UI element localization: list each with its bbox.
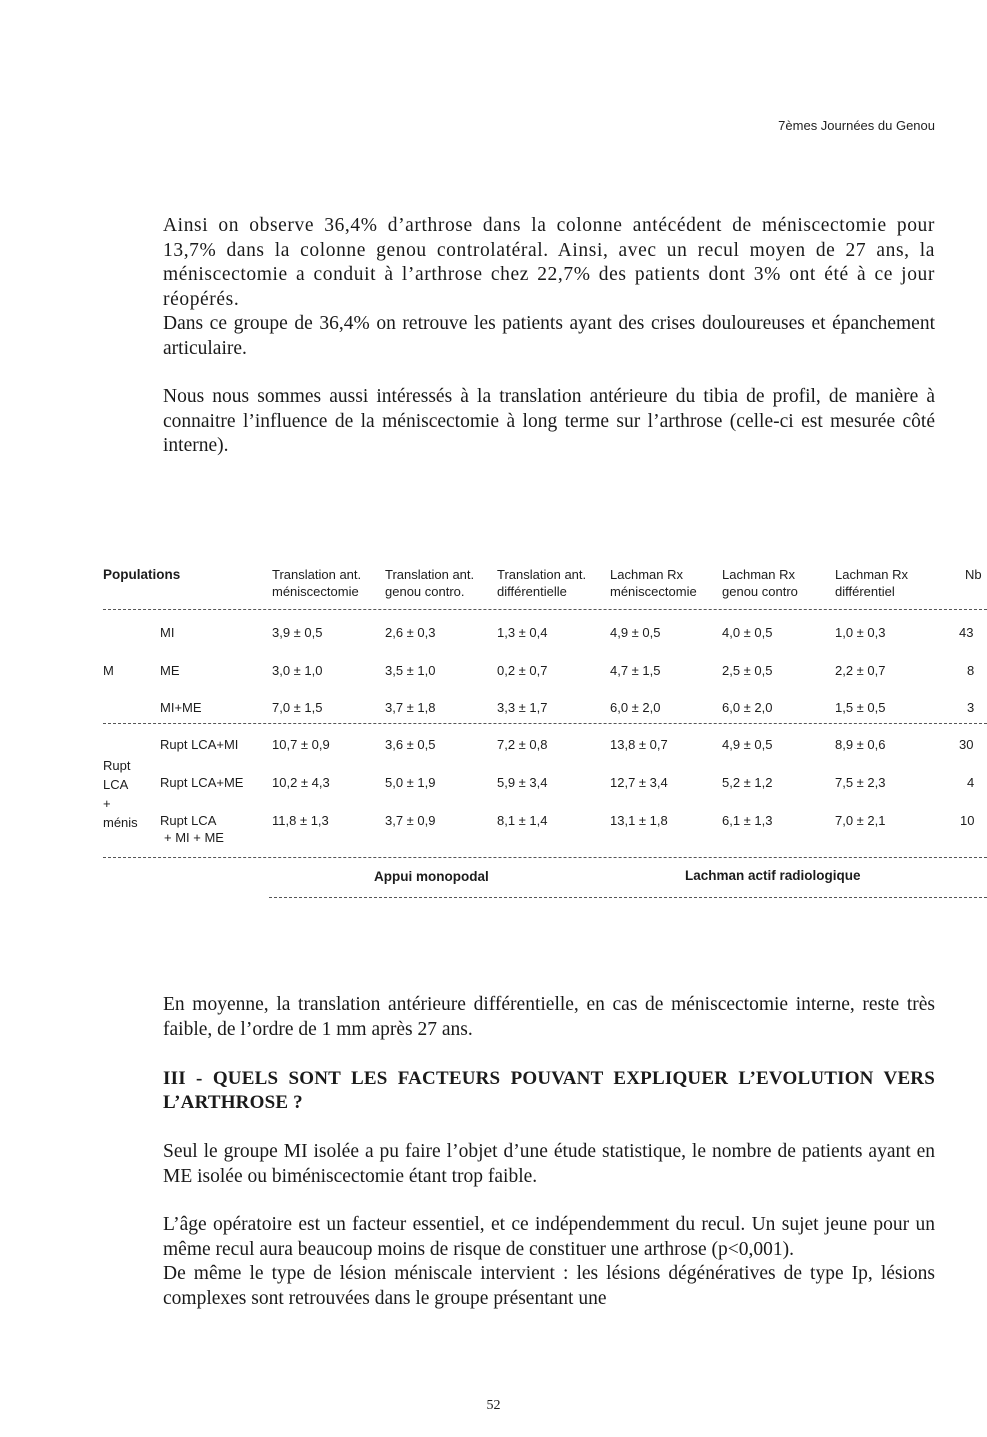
header-lachman-genou-contro: Lachman Rx genou contro (722, 567, 798, 599)
row-label: ME (160, 663, 180, 678)
table-cell-nb: 3 (967, 700, 975, 715)
table-cell: 12,7 ± 3,4 (610, 775, 668, 790)
table-cell: 7,5 ± 2,3 (835, 775, 886, 790)
table-rule (269, 897, 987, 898)
translation-text-block (163, 385, 935, 459)
group-label-rupt-lca-menis: Rupt LCA + ménis (103, 758, 138, 830)
header-nb: Nb (965, 567, 982, 582)
table-cell: 8,1 ± 1,4 (497, 813, 548, 828)
table-cell-nb: 4 (967, 775, 975, 790)
table-cell: 4,9 ± 0,5 (610, 625, 661, 640)
table-cell: 5,0 ± 1,9 (385, 775, 436, 790)
header-lachman-differentiel: Lachman Rx différentiel (835, 567, 908, 599)
table-cell-nb: 8 (967, 663, 975, 678)
running-header: 7èmes Journées du Genou (778, 118, 935, 133)
table-cell: 6,1 ± 1,3 (722, 813, 773, 828)
table-cell: 10,7 ± 0,9 (272, 737, 330, 752)
footer-lachman-actif: Lachman actif radiologique (685, 868, 861, 883)
table-cell: 3,7 ± 1,8 (385, 700, 436, 715)
row-label: Rupt LCA+ME (160, 775, 244, 790)
table-cell: 7,0 ± 2,1 (835, 813, 886, 828)
table-cell: 13,1 ± 1,8 (610, 813, 668, 828)
table-cell: 7,0 ± 1,5 (272, 700, 323, 715)
paragraph-lesion-type: De même le type de lésion méniscale intervient : les lésions dégénératives de type Ip, lésions complexes sont retrouvées dans le groupe présentant une (163, 1263, 935, 1309)
header-translation-meniscectomie: Translation ant. méniscectomie (272, 567, 362, 599)
table-cell: 10,2 ± 4,3 (272, 775, 330, 790)
table-cell: 0,2 ± 0,7 (497, 663, 548, 678)
row-label: Rupt LCA + MI + ME (160, 813, 224, 845)
paragraph-group-description: Dans ce groupe de 36,4% on retrouve les patients ayant des crises douloureuses et épanchement articulaire. (163, 313, 935, 359)
group-label-m: M (103, 663, 114, 678)
paragraph-arthrose-results: Ainsi on observe 36,4% d’arthrose dans la colonne antécédent de méniscectomie pour 13,7% dans la colonne genou controlatéral. Ainsi, avec un recul moyen de 27 ans, la méniscectomie a conduit à l’arthrose chez 22,7% des patients dont 3% ont été à ce jour réopérés. (163, 215, 935, 310)
table-cell: 5,2 ± 1,2 (722, 775, 773, 790)
table-cell-nb: 30 (959, 737, 974, 752)
table-cell: 11,8 ± 1,3 (272, 813, 329, 828)
table-rule (103, 609, 987, 610)
table-cell: 6,0 ± 2,0 (722, 700, 773, 715)
header-lachman-meniscectomie: Lachman Rx méniscectomie (610, 567, 697, 599)
intro-text-block (163, 214, 935, 361)
header-populations: Populations (103, 567, 181, 582)
page-number: 52 (486, 1398, 501, 1413)
header-translation-genou-contro: Translation ant. genou contro. (385, 567, 475, 599)
table-cell: 3,0 ± 1,0 (272, 663, 323, 678)
footer-appui-monopodal: Appui monopodal (374, 869, 489, 884)
table-cell: 13,8 ± 0,7 (610, 737, 668, 752)
table-cell: 3,5 ± 1,0 (385, 663, 436, 678)
paragraph-translation-intro: Nous nous sommes aussi intéressés à la translation antérieure du tibia de profil, de manière à connaitre l’influence de la méniscectomie à long terme sur l’arthrose (celle-ci est mesurée côté interne). (163, 386, 935, 456)
table-cell: 2,2 ± 0,7 (835, 663, 886, 678)
table-cell-nb: 10 (960, 813, 975, 828)
table-cell: 2,5 ± 0,5 (722, 663, 773, 678)
table-cell: 3,3 ± 1,7 (497, 700, 548, 715)
table-cell: 4,0 ± 0,5 (722, 625, 773, 640)
paragraph-operative-age: L’âge opératoire est un facteur essentiel, et ce indépendemment du recul. Un sujet jeune pour un même recul aura beaucoup moins de risque de constituer une arthrose (p<0,001). (163, 1214, 935, 1260)
row-label: MI (160, 625, 175, 640)
table-rule (103, 723, 987, 724)
table-cell: 7,2 ± 0,8 (497, 737, 548, 752)
table-cell: 4,9 ± 0,5 (722, 737, 773, 752)
age-text-block (163, 1213, 935, 1311)
table-rule (103, 857, 987, 858)
table-cell: 6,0 ± 2,0 (610, 700, 661, 715)
paragraph-mi-group: Seul le groupe MI isolée a pu faire l’objet d’une étude statistique, le nombre de patients ayant en ME isolée ou biméniscectomie étant trop faible. (163, 1141, 935, 1187)
section-heading-iii: III - QUELS SONT LES FACTEURS POUVANT EXPLIQUER L’EVOLUTION VERS L’ARTHROSE ? (163, 1068, 935, 1113)
table-cell: 1,0 ± 0,3 (835, 625, 886, 640)
table-cell: 3,6 ± 0,5 (385, 737, 436, 752)
statistics-text-block (163, 1140, 935, 1189)
table-cell: 2,6 ± 0,3 (385, 625, 436, 640)
table-cell: 5,9 ± 3,4 (497, 775, 548, 790)
paragraph-translation-conclusion: En moyenne, la translation antérieure différentielle, en cas de méniscectomie interne, reste très faible, de l’ordre de 1 mm après 27 ans. (163, 994, 935, 1040)
table-cell: 3,9 ± 0,5 (272, 625, 323, 640)
after-table-text-block (163, 993, 935, 1042)
table-cell: 1,5 ± 0,5 (835, 700, 886, 715)
row-label: Rupt LCA+MI (160, 737, 239, 752)
table-cell-nb: 43 (959, 625, 974, 640)
table-cell: 4,7 ± 1,5 (610, 663, 661, 678)
table-cell: 3,7 ± 0,9 (385, 813, 436, 828)
table-cell: 1,3 ± 0,4 (497, 625, 548, 640)
header-translation-differentielle: Translation ant. différentielle (497, 567, 587, 599)
row-label: MI+ME (160, 700, 202, 715)
table-cell: 8,9 ± 0,6 (835, 737, 886, 752)
